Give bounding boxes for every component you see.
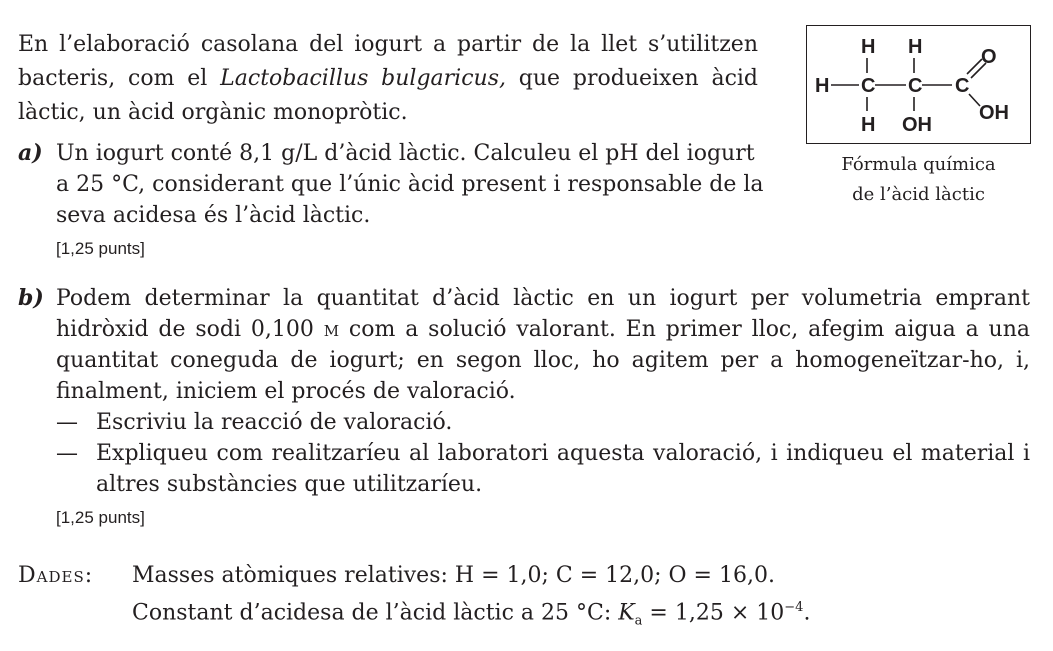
data-section	[18, 560, 1030, 638]
intro-line-1: En l’elaboració casolana del iogurt a partir de la llet s’utilitzen	[18, 32, 758, 57]
intro-text: que produeixen àcid	[506, 66, 759, 91]
question-label: b)	[18, 285, 44, 311]
question-text: hidròxid de sodi 0,100	[56, 317, 324, 342]
formula-caption	[806, 150, 1031, 210]
question-text: com a solució valorant. En primer lloc, afegim aigua a una	[339, 317, 1030, 342]
atom-c: C	[955, 75, 970, 97]
task-text: altres substàncies que utilitzaríeu.	[96, 472, 483, 497]
question-text-line: Un iogurt conté 8,1 g/L d’àcid làctic. Calculeu el pH del iogurt	[56, 141, 755, 166]
atom-c: C	[908, 75, 923, 97]
atom-h: H	[861, 114, 876, 136]
atom-h: H	[908, 36, 923, 58]
question-text-line: quantitat coneguda de iogurt; en segon lloc, ho agitem per a homogeneïtzar-ho, i,	[56, 348, 1030, 373]
caption-line-2: de l’àcid làctic	[852, 184, 985, 205]
data-body	[132, 560, 1030, 638]
molar-unit: m	[323, 317, 340, 342]
atom-c: C	[861, 75, 876, 97]
intro-line-3: làctic, un àcid orgànic monopròtic.	[18, 100, 408, 125]
task-item	[56, 407, 1030, 438]
question-text-line: seva acidesa és l’àcid làctic.	[56, 203, 371, 228]
hydroxyl-group: OH	[902, 114, 932, 136]
hydroxyl-group: OH	[979, 102, 1009, 124]
structural-formula-diagram	[807, 26, 1029, 142]
data-label: Dades:	[18, 563, 94, 588]
question-label: a)	[18, 140, 43, 166]
intro-text: bacteris, com el	[18, 66, 221, 91]
lactic-acid-formula	[806, 25, 1031, 144]
atom-h: H	[815, 75, 830, 97]
task-text: Expliqueu com realitzaríeu al laboratori aquesta valoració, i indiqueu el material i	[96, 441, 1030, 466]
points-label: [1,25 punts]	[56, 239, 145, 258]
task-text: Escriviu la reacció de valoració.	[96, 410, 453, 435]
question-b-body	[56, 283, 1030, 530]
exponent: −4	[784, 600, 804, 615]
species-name: Lactobacillus bulgaricus,	[220, 66, 506, 91]
dash-marker: —	[56, 410, 78, 435]
data-text: Constant d’acidesa de l’àcid làctic a 25 °C:	[132, 600, 619, 626]
intro-paragraph	[18, 28, 758, 130]
question-a-body	[56, 138, 764, 261]
points-label: [1,25 punts]	[56, 508, 145, 527]
question-a	[18, 138, 764, 261]
caption-line-1: Fórmula química	[841, 154, 996, 175]
data-text: = 1,25 × 10	[642, 600, 785, 626]
intro-line-2	[18, 62, 758, 96]
question-b	[18, 283, 1030, 530]
question-text-line: a 25 °C, considerant que l’únic àcid present i responsable de la	[56, 172, 764, 197]
question-text-line: Podem determinar la quantitat d’àcid làctic en un iogurt per volumetria emprant	[56, 286, 1030, 311]
atom-h: H	[861, 36, 876, 58]
ka-symbol: K	[618, 600, 635, 626]
question-text-line	[56, 314, 1030, 345]
atomic-masses: Masses atòmiques relatives: H = 1,0; C = 12,0; O = 16,0.	[132, 563, 775, 588]
data-text: .	[803, 600, 811, 626]
question-text-line: finalment, iniciem el procés de valoració.	[56, 379, 516, 404]
acidity-constant	[132, 592, 1030, 638]
dash-marker: —	[56, 441, 78, 466]
atom-o: O	[981, 46, 997, 68]
ka-subscript: a	[634, 613, 643, 629]
task-item	[56, 438, 1030, 500]
